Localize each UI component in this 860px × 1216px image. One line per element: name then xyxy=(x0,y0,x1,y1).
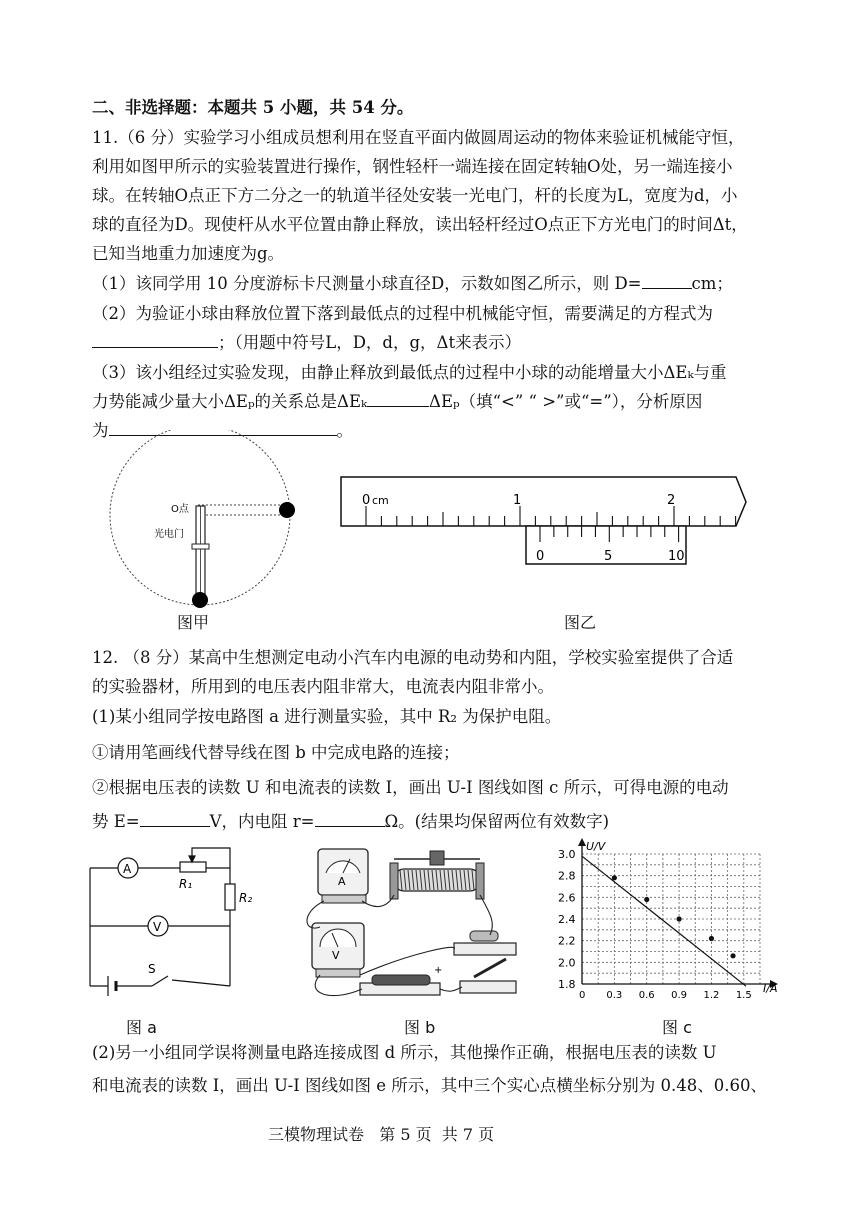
q12-line-6: 势 E= V，内电阻 r= Ω。(结果均保留两位有效数字) xyxy=(92,812,610,831)
main-label-2: 2 xyxy=(667,493,676,508)
ammeter-device-label: A xyxy=(338,875,346,888)
q12-line-5: ②根据电压表的读数 U 和电流表的读数 I，画出 U-I 图线如图 c 所示，可得电源的电动 xyxy=(92,778,729,797)
main-label-cm: cm xyxy=(372,494,389,507)
rheostat-device xyxy=(390,851,484,899)
answer-blank-d[interactable] xyxy=(642,272,692,289)
q11-part-2-a: （2）为验证小球由释放位置下落到最低点的过程中机械能守恒，需要满足的方程式为 xyxy=(92,304,713,323)
voltmeter-label: V xyxy=(153,920,162,934)
r2-label: R₂ xyxy=(239,891,253,905)
answer-blank-equation[interactable] xyxy=(92,331,218,348)
caption-c: 图 c xyxy=(662,1018,692,1037)
data-point xyxy=(709,936,714,941)
caption-jia: 图甲 xyxy=(177,613,210,632)
q11-part-3-c: 为 。 xyxy=(92,421,353,440)
answer-blank-emf[interactable] xyxy=(140,810,210,827)
x-tick-label: 1.5 xyxy=(735,990,752,1001)
q11-part-3-a: （3）该小组经过实验发现，由静止释放到最低点的过程中小球的动能增量大小ΔEₖ与重 xyxy=(92,363,727,382)
main-label-1: 1 xyxy=(513,493,522,508)
q11-line-3: 球。在转轴O点正下方二分之一的轨道半径处安装一光电门，杆的长度为L，宽度为d，小 xyxy=(92,186,738,205)
y-tick-label: 3.0 xyxy=(558,848,576,861)
figure-yi-caliper xyxy=(338,474,758,570)
x-tick-label: 0.9 xyxy=(671,990,687,1001)
q12-line-7: (2)另一小组同学误将测量电路连接成图 d 所示，其他操作正确，根据电压表的读数 U xyxy=(92,1043,717,1062)
y-tick-label: 2.2 xyxy=(558,934,576,948)
resistor-device xyxy=(454,931,516,955)
figure-c-ui-graph xyxy=(552,834,790,1014)
q12-line-4: ①请用笔画线代替导线在图 b 中完成电路的连接； xyxy=(92,743,460,762)
vernier-label-0: 0 xyxy=(536,549,545,564)
voltmeter-device-label: V xyxy=(332,949,340,962)
ball-bottom xyxy=(192,592,208,608)
tick-labels xyxy=(558,848,752,1001)
caption-a: 图 a xyxy=(126,1018,157,1037)
ammeter-device xyxy=(318,849,368,903)
q12-line-2: 的实验器材，所用到的电压表内阻非常大，电流表内阻非常小。 xyxy=(92,677,554,696)
o-point-label: O点 xyxy=(171,504,189,515)
ball-start xyxy=(279,502,295,518)
switch-label: S xyxy=(148,962,156,976)
axes xyxy=(578,838,778,988)
section-heading: 二、非选择题：本题共 5 小题，共 54 分。 xyxy=(92,98,414,117)
q12-line-8: 和电流表的读数 I，画出 U-I 图线如图 e 所示，其中三个实心点横坐标分别为 0.48、0.60、 xyxy=(92,1076,767,1095)
y-tick-label: 2.8 xyxy=(558,869,576,883)
x-tick-label: 1.2 xyxy=(703,990,720,1001)
figure-b-apparatus xyxy=(290,843,540,1008)
q12-line-3: (1)某小组同学按电路图 a 进行测量实验，其中 R₂ 为保护电阻。 xyxy=(92,707,562,726)
resistor-r2 xyxy=(225,884,235,910)
rheostat-r1 xyxy=(180,862,206,872)
caption-b: 图 b xyxy=(404,1018,436,1037)
figure-a-circuit xyxy=(80,840,255,1000)
svg-text:+: + xyxy=(434,965,443,976)
data-point xyxy=(644,897,649,902)
x-tick-label: 0 xyxy=(579,990,586,1001)
x-axis-label: I/A xyxy=(763,982,778,995)
photogate xyxy=(192,544,209,549)
y-tick-label: 2.4 xyxy=(558,913,576,926)
data-point xyxy=(676,916,681,921)
q11-line-2: 利用如图甲所示的实验装置进行操作，钢性轻杆一端连接在固定转轴O处，另一端连接小 xyxy=(92,157,733,176)
q11-part-2-b: ；（用题中符号L，D，d，g，Δt来表示） xyxy=(92,331,521,355)
x-tick-label: 0.3 xyxy=(606,990,623,1001)
voltmeter-device xyxy=(312,923,364,977)
x-tick-label: 0.6 xyxy=(638,990,655,1001)
photogate-label: 光电门 xyxy=(154,529,184,540)
vernier-label-10: 10 xyxy=(668,549,685,564)
answer-blank-resistance[interactable] xyxy=(315,810,385,827)
q11-part-1: （1）该同学用 10 分度游标卡尺测量小球直径D，示数如图乙所示，则 D= cm； xyxy=(92,274,733,293)
ammeter-label: A xyxy=(123,862,132,876)
caption-yi: 图乙 xyxy=(564,613,597,632)
switch-device xyxy=(460,959,516,993)
grid-lines xyxy=(582,854,760,984)
y-tick-label: 1.8 xyxy=(558,978,576,991)
data-point xyxy=(612,875,617,880)
q12-line-1: 12. （8 分）某高中生想测定电动小汽车内电源的电动势和内阻，学校实验室提供了合适 xyxy=(92,648,734,667)
y-tick-label: 2.0 xyxy=(558,956,576,970)
q11-line-1: 11.（6 分）实验学习小组成员想利用在竖直平面内做圆周运动的物体来验证机械能守恒， xyxy=(92,128,745,147)
main-label-0: 0 xyxy=(362,493,371,508)
r1-label: R₁ xyxy=(179,877,193,891)
y-axis-label: U/V xyxy=(586,840,606,853)
main-scale-body xyxy=(341,477,746,526)
q11-line-5: 已知当地重力加速度为g。 xyxy=(92,244,285,263)
q11-part-3-b: 力势能减少量大小ΔEₚ的关系总是ΔEₖ ΔEₚ（填“<” “ >”或“=”），分析原因 xyxy=(92,392,703,411)
data-point xyxy=(730,953,735,958)
page-footer: 三模物理试卷 第 5 页 共 7 页 xyxy=(268,1125,495,1144)
q11-line-4: 球的直径为D。现使杆从水平位置由静止释放，读出轻杆经过O点正下方光电门的时间Δt， xyxy=(92,215,748,234)
vernier-label-5: 5 xyxy=(604,549,613,564)
switch-s xyxy=(152,976,168,986)
figure-jia xyxy=(100,430,310,610)
y-tick-label: 2.6 xyxy=(558,891,576,905)
horizontal-rod-dashed xyxy=(198,505,286,515)
answer-blank-compare[interactable] xyxy=(367,390,429,407)
